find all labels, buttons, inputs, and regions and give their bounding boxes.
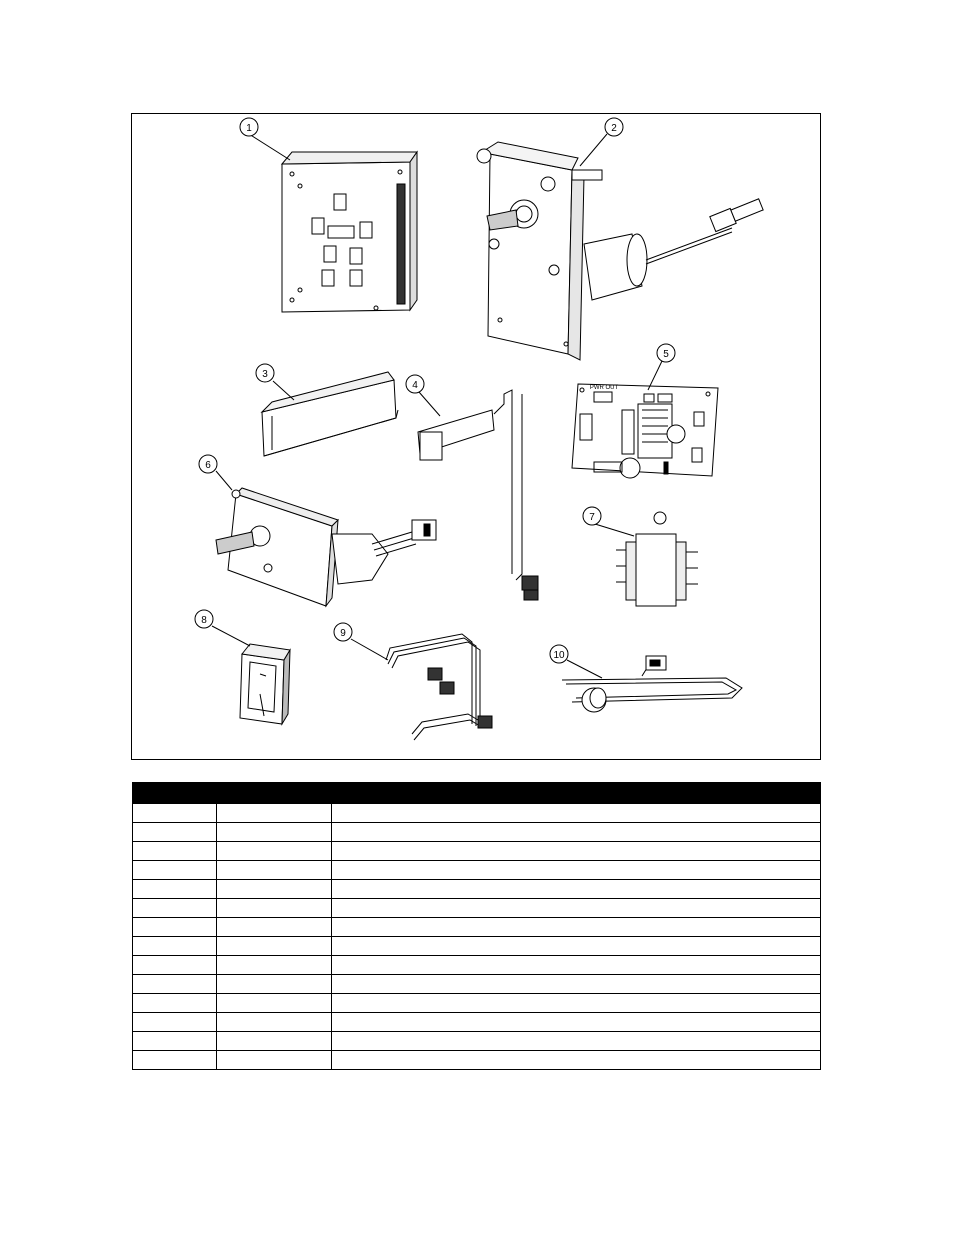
table-row	[133, 804, 821, 823]
table-cell	[217, 861, 332, 880]
table-cell	[332, 842, 821, 861]
table-cell	[332, 899, 821, 918]
header-item-no	[133, 783, 217, 804]
table-cell	[332, 880, 821, 899]
table-row	[133, 880, 821, 899]
table-cell	[217, 823, 332, 842]
part-7-transformer	[616, 512, 698, 606]
header-part-no	[217, 783, 332, 804]
callout-8-number: 8	[201, 615, 207, 626]
table-cell	[332, 937, 821, 956]
table-cell	[332, 823, 821, 842]
table-row	[133, 1032, 821, 1051]
part-3-cover	[262, 372, 398, 456]
table-cell	[133, 1013, 217, 1032]
part-4-sensor	[418, 390, 538, 600]
parts-drawing	[132, 114, 822, 761]
callout-9-number: 9	[340, 628, 346, 639]
part-8-rocker-switch	[240, 644, 290, 724]
table-cell	[133, 842, 217, 861]
table-cell	[332, 994, 821, 1013]
table-cell	[217, 1013, 332, 1032]
table-cell	[217, 994, 332, 1013]
table-cell	[133, 1032, 217, 1051]
table-cell	[217, 899, 332, 918]
table-cell	[133, 1051, 217, 1070]
table-cell	[133, 804, 217, 823]
table-cell	[133, 975, 217, 994]
table-cell	[217, 975, 332, 994]
callout-7-number: 7	[589, 512, 595, 523]
table-header-row	[133, 783, 821, 804]
header-description	[332, 783, 821, 804]
part-5-control-board	[572, 384, 718, 478]
table-cell	[217, 1051, 332, 1070]
board-label: PWR OUT	[589, 385, 619, 391]
table-row	[133, 899, 821, 918]
table-row	[133, 956, 821, 975]
table-cell	[133, 937, 217, 956]
part-1-control-panel	[282, 152, 417, 312]
table-cell	[332, 1051, 821, 1070]
table-row	[133, 937, 821, 956]
table-body	[133, 804, 821, 1070]
table-cell	[217, 918, 332, 937]
parts-illustration	[131, 113, 821, 760]
callout-1-number: 1	[246, 123, 252, 134]
table-cell	[133, 823, 217, 842]
table-cell	[133, 994, 217, 1013]
table-row	[133, 1051, 821, 1070]
part-10-thermal-switch	[562, 656, 742, 712]
table-cell	[217, 880, 332, 899]
table-row	[133, 994, 821, 1013]
callout-4-number: 4	[412, 380, 418, 391]
table-row	[133, 842, 821, 861]
table-cell	[332, 804, 821, 823]
part-9-wire-harness	[386, 634, 492, 740]
table-cell	[332, 918, 821, 937]
table-cell	[217, 1032, 332, 1051]
callout-3-number: 3	[262, 369, 268, 380]
table-row	[133, 1013, 821, 1032]
table-cell	[217, 804, 332, 823]
table-cell	[332, 1013, 821, 1032]
callout-2-number: 2	[611, 123, 617, 134]
table-cell	[133, 918, 217, 937]
table-cell	[217, 842, 332, 861]
callout-5-number: 5	[663, 349, 669, 360]
table-row	[133, 861, 821, 880]
table-cell	[217, 956, 332, 975]
table-cell	[133, 956, 217, 975]
table-cell	[217, 937, 332, 956]
callout-6-number: 6	[205, 460, 211, 471]
table-row	[133, 823, 821, 842]
table-cell	[133, 899, 217, 918]
table-cell	[332, 861, 821, 880]
part-6-blower	[216, 488, 436, 606]
table-cell	[332, 1032, 821, 1051]
table-cell	[133, 861, 217, 880]
table-cell	[332, 975, 821, 994]
table-cell	[133, 880, 217, 899]
table-cell	[332, 956, 821, 975]
part-2-auger-motor	[477, 142, 763, 360]
parts-table	[132, 782, 821, 1070]
table-row	[133, 975, 821, 994]
table-row	[133, 918, 821, 937]
callout-10-number: 10	[553, 650, 565, 661]
